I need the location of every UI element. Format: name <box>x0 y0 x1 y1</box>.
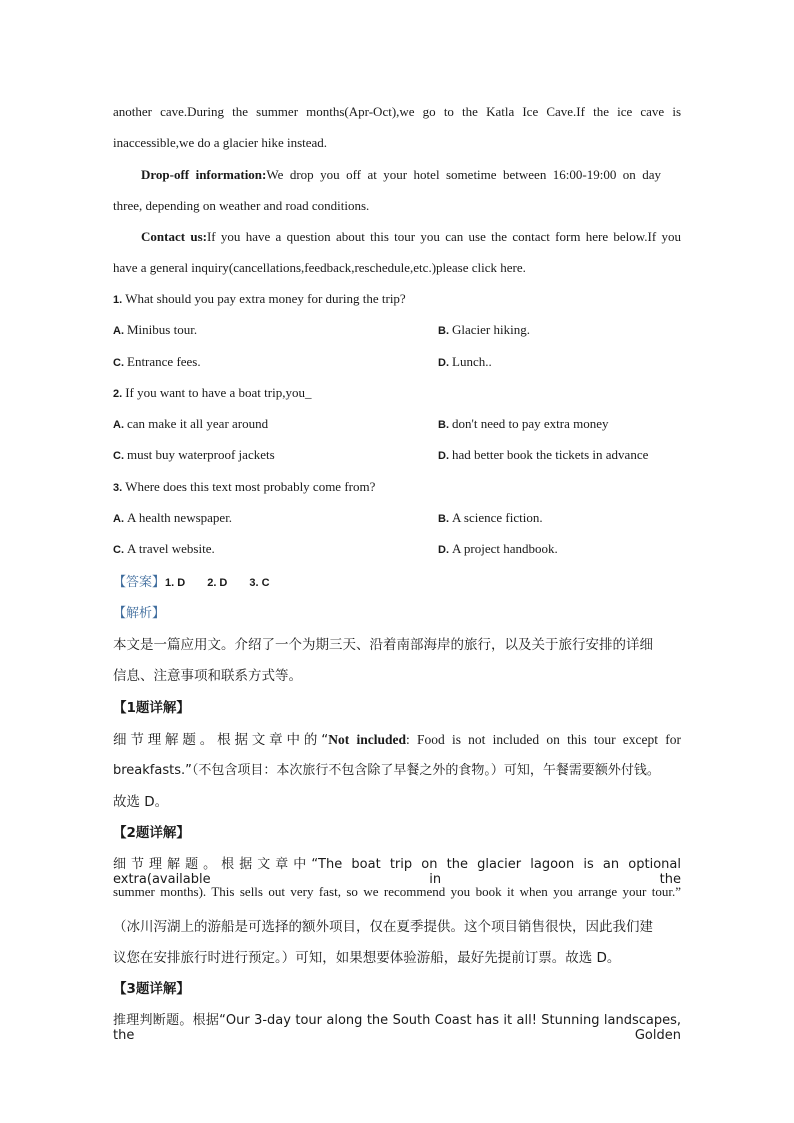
passage-line-4: three, depending on weather and road conditions. <box>113 198 370 213</box>
q1-option-b: B. Glacier hiking. <box>438 322 530 337</box>
q2-option-c: C. must buy waterproof jackets <box>113 447 275 462</box>
question-1-number: 1. <box>113 294 123 306</box>
answer-line <box>113 571 681 590</box>
analysis-summary-1: 本文是一篇应用文。介绍了一个为期三天、沿着南部海岸的旅行，以及关于旅行安排的详细 <box>113 637 653 653</box>
contact-label: Contact us: <box>141 229 207 244</box>
question-2-number: 2. <box>113 388 123 400</box>
q2-option-a: A. can make it all year around <box>113 416 269 431</box>
passage-line-6: have a general inquiry(cancellations,feedback,reschedule,etc.)please click here. <box>113 260 526 275</box>
dropoff-text: We drop you off at your hotel sometime between 16:00-19:00 on day <box>266 167 661 182</box>
q3-detail-heading: 【3题详解】 <box>113 981 190 997</box>
passage-line-1: another cave.During the summer months(Apr-Oct),we go to the Katla Ice Cave.If the ice cave is <box>113 104 681 119</box>
answer-item: 1. D <box>165 577 186 589</box>
contact-paragraph <box>141 229 681 245</box>
q1-option-a: A. Minibus tour. <box>113 322 198 337</box>
q1-detail-line-3: 故选 D。 <box>113 794 169 810</box>
q3-option-d: D. A project handbook. <box>438 541 558 556</box>
answer-item: 3. C <box>249 577 270 589</box>
dropoff-label: Drop-off information: <box>141 167 267 182</box>
q3-option-a: A. A health newspaper. <box>113 510 233 525</box>
q2-detail-line-4: 议您在安排旅行时进行预定。）可知，如果想要体验游船，最好先提前订票。故选 D。 <box>113 950 621 966</box>
q2-detail-line-1: 细节理解题。根据文章中“The boat trip on the glacier lagoon is an optional extra(available in the <box>113 857 681 887</box>
question-3-number: 3. <box>113 482 123 494</box>
q2-detail-line-2: summer months). This sells out very fast, so we recommend you book it when you arrange your tour.” <box>113 884 681 899</box>
q3-option-c: C. A travel website. <box>113 541 215 556</box>
analysis-summary-2: 信息、注意事项和联系方式等。 <box>113 668 302 684</box>
q1-detail-heading: 【1题详解】 <box>113 700 190 716</box>
analysis-label: 【解析】 <box>113 606 166 621</box>
q1-option-d: D. Lunch.. <box>438 354 492 369</box>
q2-detail-line-3: （冰川泻湖上的游船是可选择的额外项目，仅在夏季提供。这个项目销售很快，因此我们建 <box>113 919 653 935</box>
question-1-text: What should you pay extra money for during the trip? <box>125 291 406 306</box>
q1-detail-line-1: 细节理解题。根据文章中的“Not included: Food is not included on this tour except for <box>113 732 682 748</box>
answer-label: 【答案】 <box>113 575 166 590</box>
q3-detail-line-1: 推理判断题。根据“Our 3-day tour along the South Coast has it all! Stunning landscapes, the Golden <box>113 1013 681 1043</box>
answer-item: 2. D <box>207 577 228 589</box>
dropoff-paragraph <box>141 167 661 183</box>
q2-option-d: D. had better book the tickets in advance <box>438 447 649 462</box>
question-3-text: Where does this text most probably come from? <box>125 479 376 494</box>
q3-option-b: B. A science fiction. <box>438 510 543 525</box>
q1-detail-line-2: breakfasts.”（不包含项目：本次旅行不包含除了早餐之外的食物。）可知，午餐需要额外付钱。 <box>113 763 660 778</box>
q1-option-c: C. Entrance fees. <box>113 354 201 369</box>
q2-detail-heading: 【2题详解】 <box>113 825 190 841</box>
question-2-text: If you want to have a boat trip,you_ <box>125 385 312 400</box>
passage-line-2: inaccessible,we do a glacier hike instead. <box>113 135 328 150</box>
q2-option-b: B. don't need to pay extra money <box>438 416 609 431</box>
question-1-stem <box>113 291 681 307</box>
contact-text: If you have a question about this tour you can use the contact form here below.If you <box>206 229 682 244</box>
question-3-stem <box>113 479 681 495</box>
answer-items <box>165 577 292 589</box>
question-2-stem <box>113 385 681 401</box>
